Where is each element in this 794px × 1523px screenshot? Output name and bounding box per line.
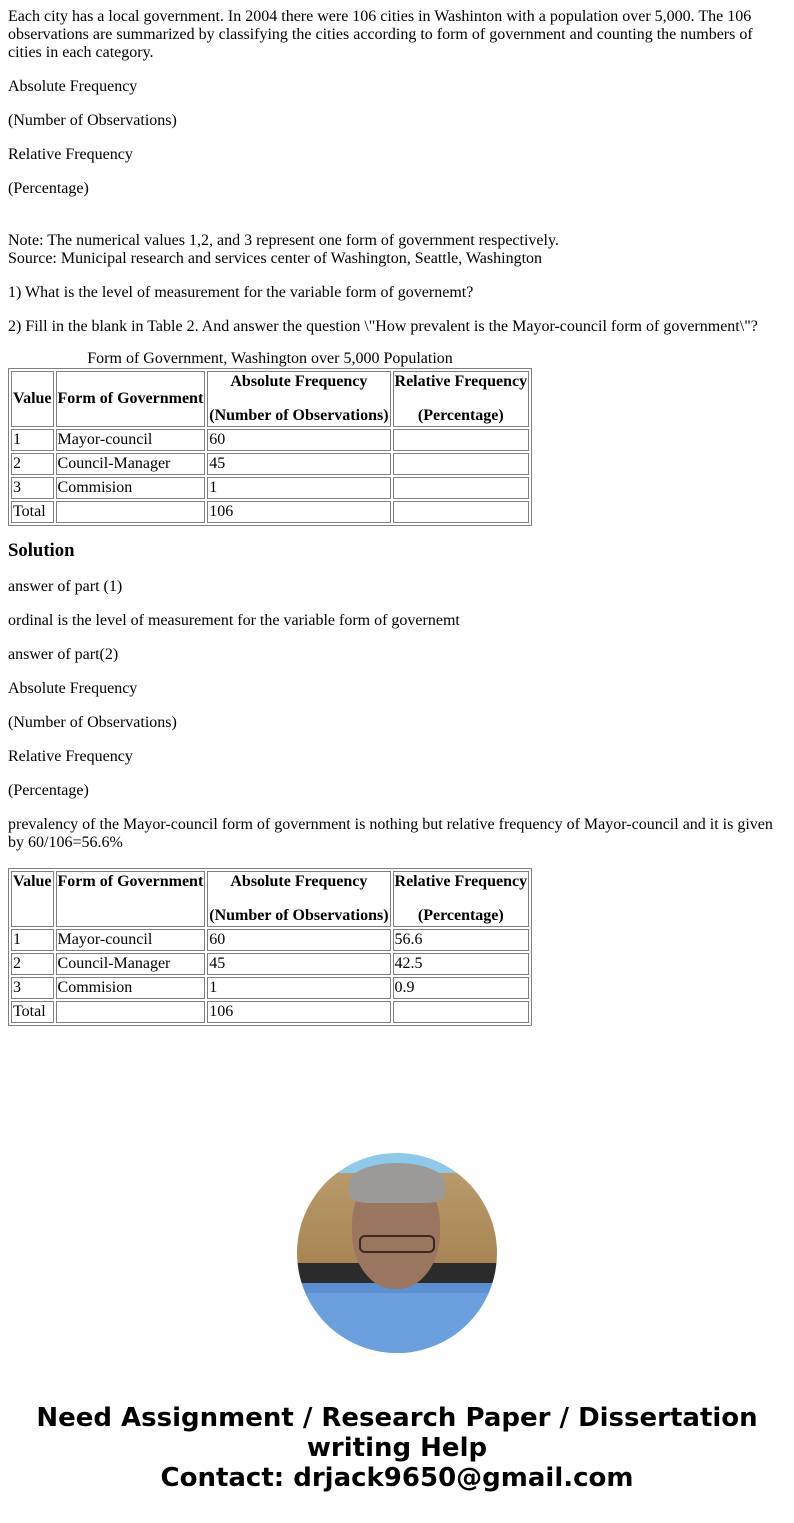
header-abs-line1: Absolute Frequency (230, 873, 368, 890)
part2-label: answer of part(2) (8, 646, 119, 663)
author-avatar (297, 1153, 497, 1353)
cell-absolute: 106 (207, 501, 390, 523)
cell-value: 2 (11, 953, 54, 975)
table-row (11, 929, 529, 951)
header-abs-line2: (Number of Observations) (209, 407, 389, 424)
table-total-row (11, 1001, 529, 1023)
cell-form: Council-Manager (56, 953, 206, 975)
cell-absolute: 45 (207, 453, 390, 475)
header-abs-line2: (Number of Observations) (209, 907, 389, 924)
label-absolute-frequency: Absolute Frequency (8, 680, 138, 697)
cell-value: 1 (11, 429, 54, 451)
label-percentage: (Percentage) (8, 180, 89, 197)
cell-relative (393, 429, 530, 451)
prevalency-answer: prevalency of the Mayor-council form of government is nothing but relative frequency of Mayor-council and it is given by 60/106=56.6% (8, 816, 773, 851)
cell-absolute: 60 (207, 429, 390, 451)
header-absolute-frequency (207, 871, 390, 927)
promo-line-1: Need Assignment / Research Paper / Dissertation (36, 1403, 758, 1433)
part1-answer: ordinal is the level of measurement for the variable form of governemt (8, 612, 460, 629)
question-1: 1) What is the level of measurement for the variable form of governemt? (8, 284, 474, 301)
cell-form (56, 1001, 206, 1023)
header-rel-line1: Relative Frequency (394, 873, 528, 890)
header-form-of-government: Form of Government (56, 871, 206, 927)
promo-contact: Contact: drjack9650@gmail.com (160, 1463, 634, 1493)
frequency-table-filled (8, 868, 532, 1026)
cell-form (56, 501, 206, 523)
header-form-of-government: Form of Government (56, 371, 206, 427)
label-absolute-frequency: Absolute Frequency (8, 78, 138, 95)
part1-label: answer of part (1) (8, 578, 123, 595)
cell-absolute: 1 (207, 977, 390, 999)
question-intro: Each city has a local government. In 2004 there were 106 cities in Washinton with a population over 5,000. The 106 observations are summarized by classifying the cities according to form of government and counting the numbers of cities in each category. (8, 8, 753, 61)
cell-relative: 42.5 (393, 953, 530, 975)
header-rel-line1: Relative Frequency (394, 373, 528, 390)
cell-value: 3 (11, 977, 54, 999)
table-1-block (8, 350, 786, 526)
table-header-row (11, 371, 529, 427)
solution-heading: Solution (8, 540, 75, 561)
question-2: 2) Fill in the blank in Table 2. And answer the question \"How prevalent is the Mayor-council form of government\"? (8, 318, 758, 335)
header-rel-line2: (Percentage) (417, 407, 504, 424)
cell-absolute: 45 (207, 953, 390, 975)
table-2-block (8, 868, 786, 1026)
table-row (11, 953, 529, 975)
header-relative-frequency (393, 371, 530, 427)
table-row (11, 429, 529, 451)
header-value: Value (11, 371, 54, 427)
label-relative-frequency: Relative Frequency (8, 146, 133, 163)
header-relative-frequency (393, 871, 530, 927)
cell-form: Council-Manager (56, 453, 206, 475)
avatar-hair (349, 1163, 445, 1203)
header-absolute-frequency (207, 371, 390, 427)
cell-relative (393, 501, 530, 523)
note-text: Note: The numerical values 1,2, and 3 represent one form of government respectively. (8, 232, 559, 249)
cell-value: 3 (11, 477, 54, 499)
cell-form: Mayor-council (56, 929, 206, 951)
promo-line-2: writing Help (306, 1433, 488, 1463)
label-percentage: (Percentage) (8, 782, 89, 799)
promo-banner (0, 1403, 794, 1493)
cell-form: Commision (56, 977, 206, 999)
cell-relative (393, 453, 530, 475)
frequency-table-blank (8, 350, 532, 526)
cell-value: 2 (11, 453, 54, 475)
cell-relative: 56.6 (393, 929, 530, 951)
table-total-row (11, 501, 529, 523)
cell-absolute: 106 (207, 1001, 390, 1023)
table-caption: Form of Government, Washington over 5,000 Population (87, 350, 453, 367)
cell-relative (393, 1001, 530, 1023)
table-row (11, 977, 529, 999)
cell-absolute: 1 (207, 477, 390, 499)
cell-form: Mayor-council (56, 429, 206, 451)
header-rel-line2: (Percentage) (417, 907, 504, 924)
source-text: Source: Municipal research and services center of Washington, Seattle, Washington (8, 250, 543, 267)
cell-relative (393, 477, 530, 499)
cell-relative: 0.9 (393, 977, 530, 999)
label-relative-frequency: Relative Frequency (8, 748, 133, 765)
header-value: Value (11, 871, 54, 927)
table-header-row (11, 871, 529, 927)
cell-value: 1 (11, 929, 54, 951)
label-number-of-observations: (Number of Observations) (8, 714, 177, 731)
header-abs-line1: Absolute Frequency (230, 373, 368, 390)
cell-form: Commision (56, 477, 206, 499)
cell-value: Total (11, 501, 54, 523)
avatar-glasses (359, 1235, 435, 1253)
table-row (11, 453, 529, 475)
cell-absolute: 60 (207, 929, 390, 951)
table-row (11, 477, 529, 499)
label-number-of-observations: (Number of Observations) (8, 112, 177, 129)
avatar-shirt (297, 1293, 497, 1353)
cell-value: Total (11, 1001, 54, 1023)
